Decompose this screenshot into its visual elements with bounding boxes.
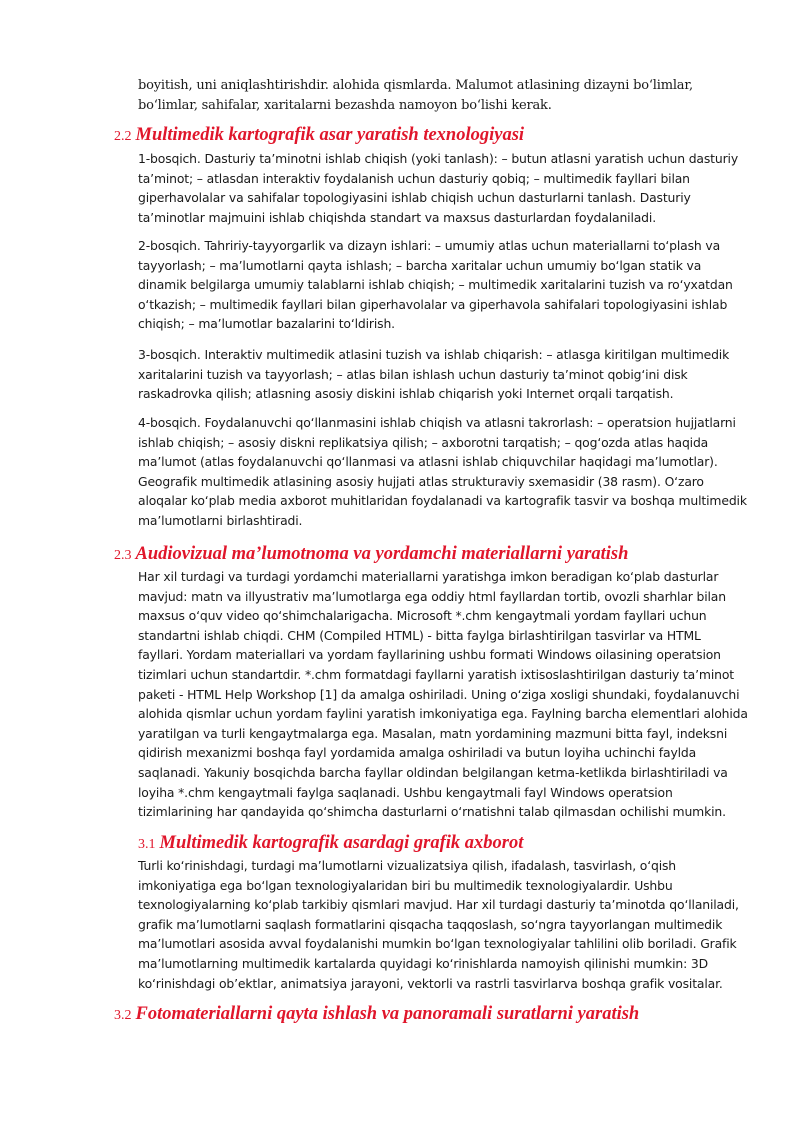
paragraph-audiovisual: Har xil turdagi va turdagi yordamchi materiallarni yaratishga imkon beradigan ko‘plab dasturlar mavjud: matn va illyustrativ ma’lumotlarga ega oddiy html fayllardan tortib, ovozli sharhlar bilan maxsus o‘quv video qo‘shimchalarigacha. Microsoft *.chm kengaytmali yordam fayllari uchun standartni ishlab chiqdi. CHM (Compiled HTML) - bitta faylga birlashtirilgan tasvirlar va HTML fayllari. Yordam materiallari va yordam fayllarining ushbu formati Windows oilasining operatsion tizimlari uchun standartdir. *.chm formatdagi fayllarni yaratish ixtisoslashtirilgan dasturiy ta’minot paketi - HTML Help Workshop [1] da amalga oshiriladi. Uning o‘ziga xosligi shundaki, foydalanuvchi alohida qismlar uchun yordam faylini yaratish imkoniyatiga ega. Faylning barcha elementlari alohida yaratilgan va turli kengaytmalarga ega. Masalan, matn yordamining mazmuni bitta fayl, indeksni qidirish mexanizmi boshqa fayl yordamida amalga oshiriladi va butun loyiha uchinchi faylda saqlanadi. Yakuniy bosqichda barcha fayllar oldindan belgilangan ketma-ketlikda birlashtiriladi va loyiha *.chm kengaytmali faylga saqlanadi. Ushbu kengaytmali fayl Windows operatsion tizimlarining har qandayida qo‘shimcha dasturlarni o‘rnatishni talab qilmasdan ochilishi mumkin.	[138, 569, 748, 820]
heading-title: Audiovizual ma’lumotnoma va yordamchi materiallarni yaratish	[135, 544, 629, 564]
heading-2-2	[114, 124, 524, 148]
heading-number: 2.3	[114, 548, 132, 563]
paragraph-stage-3: 3-bosqich. Interaktiv multimedik atlasini tuzish va ishlab chiqarish: – atlasga kiritilgan multimedik xaritalarini tuzish va tayyorlash; – atlas bilan ishlash uchun dasturiy ta’minot qobig‘ini disk raskadrovka qilish; atlasning asosiy diskini ishlab chiqarish yoki Internet orqali tarqatish.	[138, 347, 730, 402]
paragraph-stage-2: 2-bosqich. Tahririy-tayyorgarlik va dizayn ishlari: – umumiy atlas uchun materiallarni to‘plash va tayyorlash; – ma’lumotlarni qayta ishlash; – barcha xaritalar uchun umumiy bo‘lgan statik va dinamik belgilarga umumiy talablarni ishlab chiqish; – multimedik xaritalarini tuzish va ro‘yxatdan o‘tkazish; – multimedik fayllari bilan giperhavolalar va giperhavola sahifalari topologiyasini ishlab chiqish; – ma’lumotlar bazalarini to‘ldirish.	[138, 238, 733, 332]
paragraph-stage-1: 1-bosqich. Dasturiy ta’minotni ishlab chiqish (yoki tanlash): – butun atlasni yaratish uchun dasturiy ta’minot; – atlasdan interaktiv foydalanish uchun dasturiy qobiq; – multimedik fayllari bilan giperhavolalar va sahifalar topologiyasini ishlab chiqish uchun dasturlarni tanlash. Dasturiy ta’minotlar majmuini ishlab chiqishda standart va maxsus dasturlardan foydalaniladi.	[138, 151, 738, 225]
heading-number: 3.1	[138, 837, 156, 852]
paragraph-intro: boyitish, uni aniqlashtirishdir. alohida qismlarda. Malumot atlasining dizayni bo‘limlar, bo‘limlar, sahifalar, xaritalarni bezashda namoyon bo‘lishi kerak.	[138, 78, 693, 113]
heading-title: Multimedik kartografik asar yaratish texnologiyasi	[135, 125, 525, 145]
heading-3-2	[114, 1003, 639, 1027]
paragraph-stage-4: 4-bosqich. Foydalanuvchi qo‘llanmasini ishlab chiqish va atlasni takrorlash: – operatsion hujjatlarni ishlab chiqish; – asosiy diskni replikatsiya qilish; – axborotni tarqatish; – qog‘ozda atlas haqida ma’lumot (atlas foydalanuvchi qo‘llanmasi va atlasni ishlab chiquvchilar haqidagi ma’lumotlar). Geografik multimedik atlasining asosiy hujjati atlas strukturaviy sxemasidir (38 rasm). O‘zaro aloqalar ko‘plab media axborot muhitlaridan foydalanadi va kartografik tasvir va boshqa multimedik ma’lumotlarni birlashtiradi.	[138, 415, 747, 528]
heading-number: 3.2	[114, 1008, 132, 1023]
heading-number: 2.2	[114, 129, 132, 144]
heading-title: Multimedik kartografik asardagi grafik axborot	[159, 833, 524, 853]
paragraph-graphic-info: Turli ko‘rinishdagi, turdagi ma’lumotlarni vizualizatsiya qilish, ifadalash, tasvirlash, o‘qish imkoniyatiga ega bo‘lgan texnologiyalaridan biri bu multimedik texnologiyalardir. Ushbu texnologiyalarning ko‘plab tarkibiy qismlari mavjud. Har xil turdagi dasturiy ta’minotda qo‘llaniladi, grafik ma’lumotlarni saqlash formatlarini qisqacha taqqoslash, so‘ngra tayyorlangan multimedik ma’lumotlari asosida avval foydalanishi mumkin bo‘lgan texnologiyalar tahlilini olib boriladi. Grafik ma’lumotlarning multimedik kartalarda quyidagi ko‘rinishlarda namoyish qilinishi mumkin: 3D ko‘rinishdagi ob’ektlar, animatsiya jarayoni, vektorli va rastrli tasvirlarva boshqa grafik vositalar.	[138, 858, 739, 991]
heading-title: Fotomateriallarni qayta ishlash va panoramali suratlarni yaratish	[135, 1004, 640, 1024]
heading-2-3	[114, 543, 628, 567]
heading-3-1	[138, 832, 523, 856]
